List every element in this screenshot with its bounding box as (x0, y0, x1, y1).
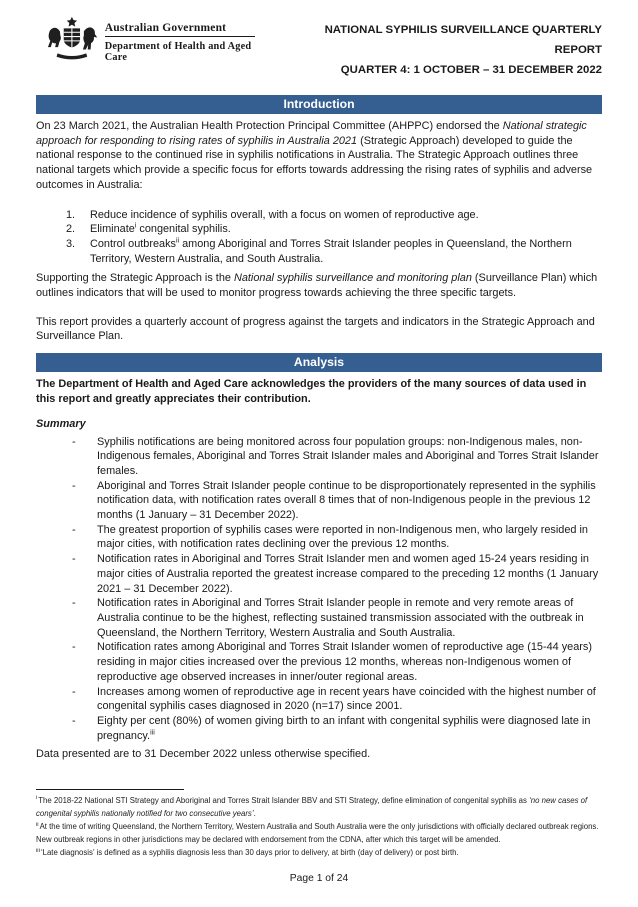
gov-dept-name: Department of Health and Aged Care (104, 41, 252, 63)
intro-p1-text-a: On 23 March 2021, the Australian Health Protection Principal Committee (AHPPC) endorsed the (36, 120, 503, 132)
list-item-text: Reduce incidence of syphilis overall, with a focus on women of reproductive age. (90, 208, 479, 221)
bullet-item (36, 714, 602, 743)
report-title (276, 13, 602, 80)
footnote-ref: iii (150, 728, 155, 736)
footnote-marker: ii (36, 821, 39, 828)
footnote-text: . (253, 808, 256, 818)
list-item (36, 208, 602, 223)
bullet-text: Syphilis notifications are being monitored across four population groups: non-Indigenous males, non-Indigenous females, Aboriginal and Torres Strait Islander males and Aboriginal and Torres Strait Islander females. (97, 435, 599, 477)
bullet-item (36, 552, 602, 596)
footnote-marker: iii (36, 847, 40, 854)
list-item (36, 222, 602, 237)
brand-text (105, 13, 276, 63)
footnote-ref: i (134, 222, 137, 230)
footnote-marker: i (36, 795, 38, 802)
analysis-heading-label: Analysis (293, 355, 345, 370)
intro-p1-text-b: (Strategic Approach) developed to guide the national response to the continued rise in syphilis notifications in Australia. The Strategic Approach outlines three national targets which provide a specific focus for efforts towards addressing the rising rates of syphilis and adverse outcomes in Australia: (36, 134, 593, 191)
section-heading-introduction (36, 95, 602, 114)
bullet-text: Notification rates among Aboriginal and Torres Strait Islander women of reproductive age (15-44 years) residing in major cities increased over the previous 12 months, whereas non-Indigenous women of reproductive age observed increases in inner/outer regional areas. (97, 641, 592, 683)
intro-p2-text-b: (Surveillance Plan) which outlines indicators that will be used to monitor progress towards achieving the three specific targets. (36, 272, 598, 300)
page-number: Page 1 of 24 (289, 873, 349, 884)
gov-org-name: Australian Government (104, 22, 227, 34)
footnote-area (36, 789, 602, 884)
footnote-separator (36, 789, 184, 790)
bullet-item (36, 640, 602, 684)
bullet-marker: - (72, 479, 76, 492)
acknowledgement-paragraph: The Department of Health and Aged Care acknowledges the providers of the many sources of data used in this report and greatly appreciates their contribution. (36, 378, 587, 405)
brand-divider (105, 36, 255, 37)
bullet-text: Notification rates in Aboriginal and Torres Strait Islander people in remote and very remote areas of Australia continue to be the highest, reflecting sustained transmission associated with the outbreak in Queensland, the Northern Territory, Western Australia and South Australia. (97, 597, 584, 639)
bullet-text: Aboriginal and Torres Strait Islander people continue to be disproportionately represented in the syphilis notification data, with notification rates overall 8 times that of non-Indigenous people in the previous 12 months (1 January – 31 December 2022). (97, 479, 596, 522)
footnote-ref: ii (175, 237, 180, 245)
list-item-text: among Aboriginal and Torres Strait Islander peoples in Queensland, the Northern Territory, Western Australia, and South Australia. (90, 237, 572, 265)
bullet-marker: - (72, 685, 76, 698)
list-number: 2. (66, 223, 76, 236)
list-item (36, 237, 602, 266)
summary-heading: Summary (36, 417, 86, 430)
bullet-text: Increases among women of reproductive age in recent years have coincided with the highest number of congenital syphilis cases diagnosed in 2020 (n=17) since 2001. (97, 685, 596, 713)
bullet-item (36, 523, 602, 552)
intro-p1-italic-title: National strategic approach for responding to rising rates of syphilis in Australia 2021 (36, 120, 587, 147)
bullet-text: Notification rates in Aboriginal and Torres Strait Islander men and women aged 15-24 years residing in major cities of Australia reported the greatest increase compared to the preceding 12 months (1 January 2021 – 31 December 2022). (97, 553, 599, 595)
footnote-text: The 2018-22 National STI Strategy and Aboriginal and Torres Strait Islander BBV and STI Strategy, define elimination of congenital syphilis as (38, 796, 530, 805)
bullet-marker: - (72, 597, 76, 610)
data-note: Data presented are to 31 December 2022 unless otherwise specified. (36, 748, 371, 761)
bullet-marker: - (72, 435, 76, 448)
list-item-text: Eliminate (90, 223, 135, 236)
list-item-text: Control outbreaks (90, 237, 176, 250)
footnote (36, 821, 602, 846)
national-targets-list (36, 208, 602, 267)
report-title-line1: NATIONAL SYPHILIS SURVEILLANCE QUARTERLY REPORT (324, 24, 602, 56)
list-item-text: congenital syphilis. (136, 223, 231, 236)
bullet-text: Eighty per cent (80%) of women giving birth to an infant with congenital syphilis were diagnosed late in pregnancy. (97, 714, 591, 742)
intro-p2-text-a: Supporting the Strategic Approach is the (36, 272, 234, 285)
footnote-text: ‘Late diagnosis’ is defined as a syphilis diagnosis less than 30 days prior to delivery, at birth (day of delivery) or post birth. (40, 848, 459, 858)
bullet-marker: - (72, 523, 76, 536)
bullet-text: The greatest proportion of syphilis cases were reported in non-Indigenous men, who largely resided in major cities, with notification rates declining over the previous 12 months. (97, 523, 588, 551)
bullet-marker: - (72, 641, 76, 654)
intro-paragraph-2 (36, 271, 602, 300)
intro-p2-italic-title: National syphilis surveillance and monitoring plan (233, 272, 472, 285)
footnote-text: At the time of writing Queensland, the Northern Territory, Western Australia and South Australia were the only jurisdictions with officially declared outbreak regions. New outbreak regions in other jurisdictions may be declared with endorsement from the CDNA, after which this target will be amended. (36, 822, 599, 844)
list-number: 3. (66, 237, 76, 250)
bullet-item (36, 596, 602, 640)
footnote (36, 847, 602, 860)
introduction-heading-label: Introduction (283, 97, 355, 111)
bullet-item (36, 435, 602, 479)
intro-paragraph-1 (36, 119, 602, 193)
list-number: 1. (66, 208, 76, 221)
bullet-marker: - (72, 714, 76, 727)
bullet-item (36, 685, 602, 714)
footnote (36, 795, 602, 820)
bullet-marker: - (72, 553, 76, 566)
intro-paragraph-3: This report provides a quarterly account of progress against the targets and indicators in the Strategic Approach and Surveillance Plan. (36, 315, 595, 343)
coat-of-arms-icon (46, 15, 98, 61)
australian-government-brand (46, 13, 276, 63)
section-heading-analysis (36, 353, 602, 372)
footnote-italic-text: ‘no new cases of congenital syphilis nationally notified for two consecutive years’ (36, 796, 588, 818)
report-header (36, 13, 602, 80)
report-title-line2: QUARTER 4: 1 OCTOBER – 31 DECEMBER 2022 (340, 64, 602, 76)
summary-bullet-list (36, 435, 602, 744)
bullet-item (36, 479, 602, 523)
